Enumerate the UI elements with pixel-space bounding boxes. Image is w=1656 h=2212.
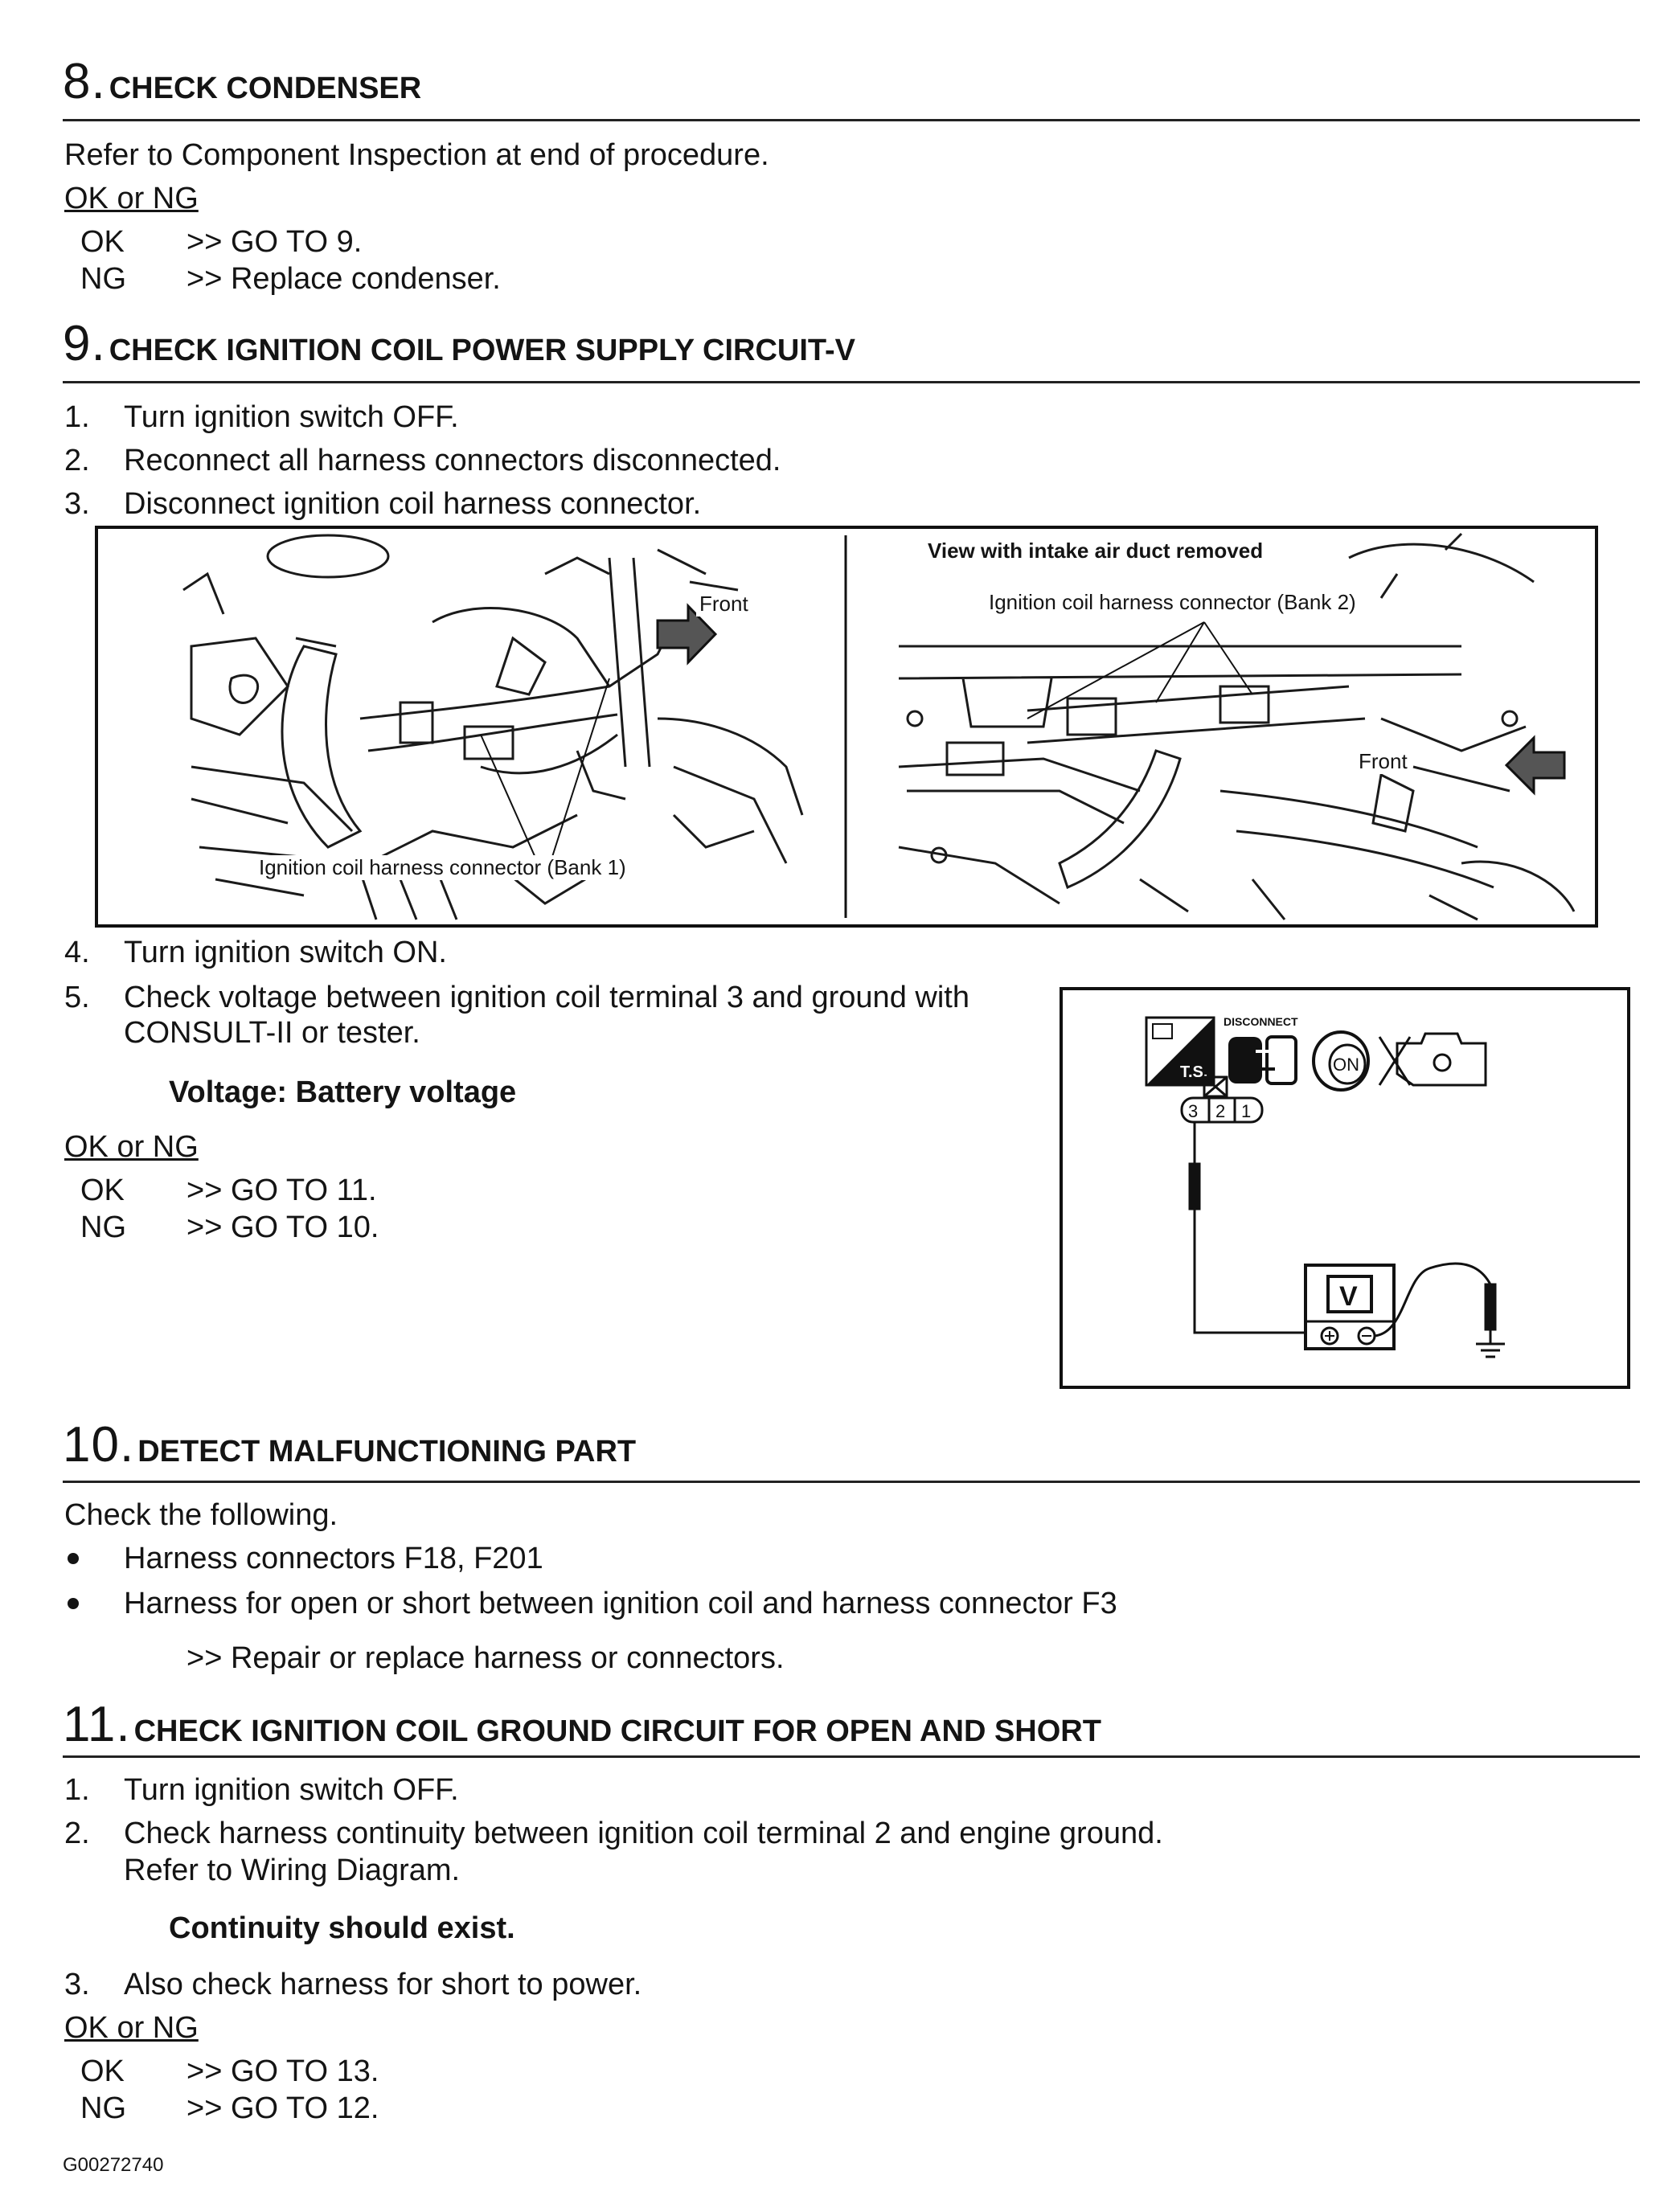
section-rule — [63, 1481, 1640, 1483]
ng-label: NG — [80, 1210, 126, 1244]
section-title: CHECK CONDENSER — [109, 72, 422, 105]
section-rule — [63, 1755, 1640, 1758]
view-header: View with intake air duct removed — [924, 539, 1266, 563]
step-number: 2. — [64, 1817, 90, 1850]
step-number: 3. — [64, 1968, 90, 2001]
voltmeter-icon — [1306, 1265, 1394, 1349]
meter-label: V — [1339, 1281, 1358, 1312]
disconnect-label: DISCONNECT — [1224, 1015, 1298, 1028]
ng-action: >> Replace condenser. — [187, 262, 501, 296]
front-label: Front — [696, 592, 752, 616]
section-rule — [63, 381, 1640, 383]
ts-label: T.S. — [1180, 1063, 1208, 1081]
ng-label: NG — [80, 262, 126, 296]
ng-action: >> GO TO 10. — [187, 1210, 379, 1244]
section-8-heading — [63, 53, 421, 110]
section-title: DETECT MALFUNCTIONING PART — [137, 1435, 637, 1469]
front-label: Front — [1355, 749, 1411, 774]
section-title: CHECK IGNITION COIL GROUND CIRCUIT FOR OPEN AND SHORT — [133, 1714, 1101, 1748]
step-text: Check harness continuity between ignition coil terminal 2 and engine ground. — [124, 1817, 1163, 1850]
ok-or-ng-label: OK or NG — [64, 2011, 199, 2045]
step-text-continued: CONSULT-II or tester. — [124, 1016, 420, 1050]
pin-2: 2 — [1215, 1101, 1226, 1121]
action-text: >> Repair or replace harness or connectors. — [187, 1641, 785, 1675]
engine-bay-figure — [95, 526, 1598, 928]
disconnect-connector-icon — [1224, 1015, 1298, 1083]
step-text: Also check harness for short to power. — [124, 1968, 642, 2001]
on-label: ON — [1333, 1055, 1359, 1075]
bullet-icon — [68, 1553, 79, 1564]
ng-label: NG — [80, 2091, 126, 2125]
section-number: 10. — [63, 1417, 135, 1473]
ok-or-ng-label: OK or NG — [64, 1130, 199, 1164]
section-number: 8. — [63, 54, 106, 109]
ok-label: OK — [80, 1174, 125, 1207]
ts-icon — [1146, 1018, 1214, 1085]
section-number: 11. — [63, 1697, 131, 1752]
step-number: 1. — [64, 1773, 90, 1807]
bank2-callout: Ignition coil harness connector (Bank 2) — [986, 590, 1359, 615]
section-9-heading — [63, 315, 855, 372]
bullet-text: Harness for open or short between ignition coil and harness connector F3 — [124, 1587, 1117, 1620]
spec-text: Voltage: Battery voltage — [169, 1075, 517, 1109]
ok-action: >> GO TO 11. — [187, 1174, 377, 1207]
section-10-heading — [63, 1416, 636, 1473]
section-11-heading — [63, 1696, 1101, 1753]
section-rule — [63, 119, 1640, 121]
spec-text: Continuity should exist. — [169, 1911, 515, 1945]
body-text: Refer to Component Inspection at end of procedure. — [64, 138, 769, 172]
ignition-on-icon — [1314, 1032, 1368, 1090]
ok-label: OK — [80, 2054, 125, 2088]
step-text: Turn ignition switch OFF. — [124, 1773, 459, 1807]
step-text: Disconnect ignition coil harness connector. — [124, 487, 702, 521]
step-number: 4. — [64, 936, 90, 969]
intro-text: Check the following. — [64, 1498, 338, 1532]
voltage-check-diagram — [1060, 987, 1630, 1389]
pin-3: 3 — [1188, 1101, 1199, 1121]
bullet-icon — [68, 1598, 79, 1609]
ok-or-ng-label: OK or NG — [64, 182, 199, 215]
document-code: G00272740 — [63, 2154, 164, 2176]
ng-action: >> GO TO 12. — [187, 2091, 379, 2125]
step-number: 1. — [64, 400, 90, 434]
pin-1: 1 — [1241, 1101, 1252, 1121]
ok-label: OK — [80, 225, 125, 259]
ok-action: >> GO TO 9. — [187, 225, 363, 259]
bullet-text: Harness connectors F18, F201 — [124, 1542, 543, 1575]
step-number: 2. — [64, 444, 90, 477]
step-text: Check voltage between ignition coil terminal 3 and ground with — [124, 981, 969, 1014]
step-number: 5. — [64, 981, 90, 1014]
step-text-continued: Refer to Wiring Diagram. — [124, 1854, 461, 1887]
step-text: Turn ignition switch ON. — [124, 936, 447, 969]
section-title: CHECK IGNITION COIL POWER SUPPLY CIRCUIT-V — [109, 334, 856, 367]
step-text: Reconnect all harness connectors disconnected. — [124, 444, 781, 477]
step-number: 3. — [64, 487, 90, 521]
step-text: Turn ignition switch OFF. — [124, 400, 459, 434]
section-number: 9. — [63, 316, 106, 371]
bank1-callout: Ignition coil harness connector (Bank 1) — [256, 855, 629, 880]
ok-action: >> GO TO 13. — [187, 2054, 379, 2088]
voltage-check-drawing — [1060, 987, 1630, 1389]
